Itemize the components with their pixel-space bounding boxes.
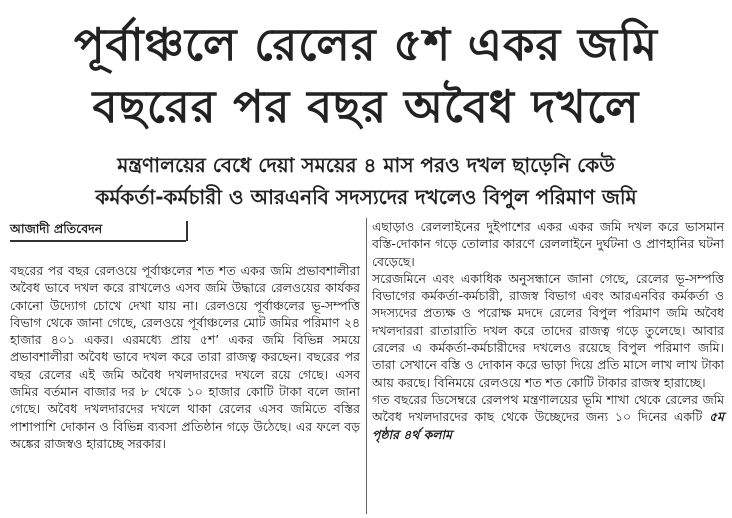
subheadline-line-1: মন্ত্রণালয়ের বেধে দেয়া সময়ের ৪ মাস পরও দখল ছাড়েনি কেউ — [117, 153, 615, 177]
right-paragraph-3 — [372, 391, 724, 443]
subheadline-line-2: কর্মকর্তা-কর্মচারী ও আরএনবি সদস্যদের দখলেও বিপুল পরিমাণ জমি — [95, 185, 637, 209]
headline-line-2: বছরের পর বছর অবৈধ দখলে — [92, 80, 640, 133]
article-column-right — [372, 218, 724, 443]
byline-divider — [186, 221, 188, 241]
right-paragraph-2: সরেজমিনে এবং একাধিক অনুসন্ধানে জানা গেছে, রেলের ভূ-সম্পত্তি বিভাগের কর্মকর্তা-কর্মচারী, রাজস্ব বিভাগ এবং আরএনবির কর্মকর্তা ও সদস্যদের প্রত্যক্ষ ও পরোক্ষ মদদে রেলের বিপুল পরিমাণ জমি অবৈধ দখলদাররা রাতারাতি দখল করে তাদের রাজত্ব গড়ে তুলেছে। আবার রেলের এ কর্মকর্তা-কর্মচারীদের দখলেও রয়েছে বিপুল পরিমাণ জমি। তারা সেখানে বস্তি ও দোকান করে ভাড়া দিয়ে প্রতি মাসে লাখ লাখ টাকা আয় করছে। বিনিময়ে রেলওয়ে শত শত কোটি টাকার রাজস্ব হারাচ্ছে। — [372, 270, 724, 390]
byline: আজাদী প্রতিবেদন — [10, 221, 103, 236]
right-paragraph-3-text: গত বছরের ডিসেম্বরে রেলপথ মন্ত্রণালয়ের ভূমি শাখা থেকে রেলের জমি অবৈধ দখলদারদের কাছ থেকে উচ্ছেদের জন্য ১০ দিনের একটি — [372, 391, 724, 425]
byline-underline — [10, 240, 186, 242]
headline-line-1: পূর্বাঞ্চলে রেলের ৫শ একর জমি — [73, 18, 659, 71]
continued-on-page-link[interactable]: ৫ম পৃষ্ঠার ৪র্থ কলাম — [372, 409, 724, 442]
column-divider — [366, 218, 367, 514]
article-column-left — [10, 262, 360, 452]
right-paragraph-1: এছাড়াও রেললাইনের দুইপাশের একর একর জমি দখল করে ভাসমান বস্তি-দোকান গড়ে তোলার কারণে রেললাইনে দুর্ঘটনা ও প্রাণহানির ঘটনা বেড়েছে। — [372, 219, 724, 269]
left-paragraph-1: বছরের পর বছর রেলওয়ে পূর্বাঞ্চলের শত শত একর জমি প্রভাবশালীরা অবৈধ ভাবে দখল করে রাখলেও এসব জমি উদ্ধারে রেলওয়ের কার্যকর কোনো উদ্যোগ চোখে দেখা যায় না। রেলওয়ে পূর্বাঞ্চলের ভূ-সম্পত্তি বিভাগ থেকে জানা গেছে, রেলওয়ে পূর্বাঞ্চলের মোট জমির পরিমাণ ২৪ হাজার ৪০১ একর। এরমধ্যে প্রায় ৫শ’ একর জমি বিভিন্ন সময়ে প্রভাবশালীরা অবৈধ ভাবে দখল করে তারা রাজত্ব করছেন। বছরের পর বছর রেলের এই জমি অবৈধ দখলদারদের দখলে রয়ে গেছে। এসব জমির বর্তমান বাজার দর ৮ থেকে ১০ হাজার কোটি টাকা বলে জানা গেছে। অবৈধ দখলদারদের দখলে থাকা রেলের এসব জমিতে বস্তির পাশাপাশি দোকান ও বিভিন্ন ব্যবসা প্রতিষ্ঠান গড়ে উঠেছে। এর ফলে বড় অঙ্কের রাজস্বও হারাচ্ছে সরকার। — [10, 263, 360, 451]
